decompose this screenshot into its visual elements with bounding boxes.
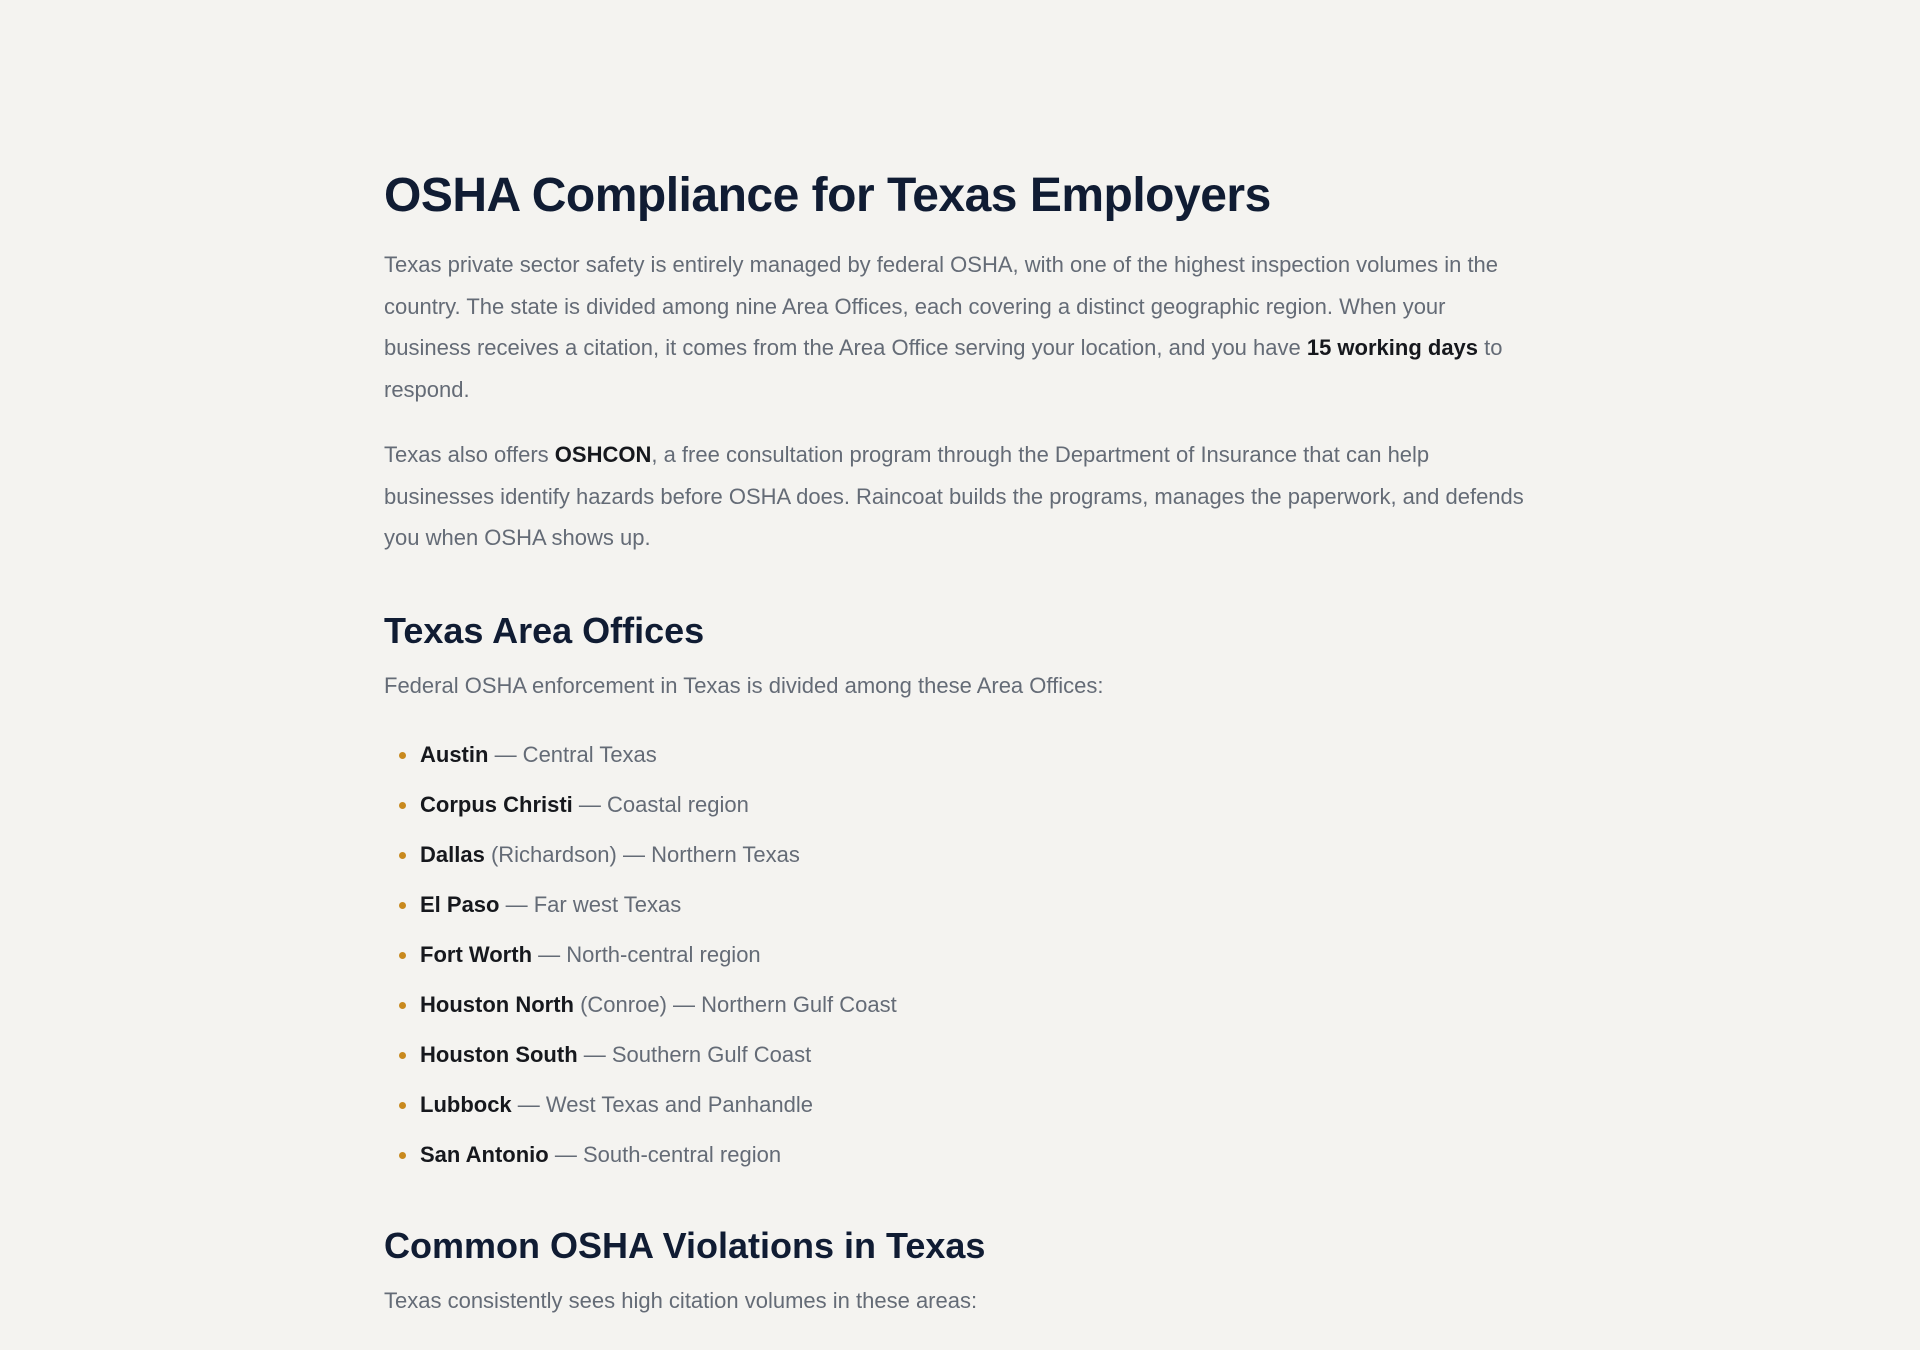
response-deadline: 15 working days [1306, 335, 1479, 360]
office-name: Austin [420, 742, 489, 767]
oshcon-program-name: OSHCON [554, 442, 652, 467]
list-item [384, 1080, 1534, 1130]
office-name: Houston North [420, 992, 574, 1017]
bullet-icon [399, 852, 406, 859]
bullet-icon [399, 1002, 406, 1009]
article-content [384, 160, 1534, 1322]
office-region: (Richardson) — Northern Texas [484, 842, 800, 867]
bullet-icon [399, 752, 406, 759]
list-item [384, 1030, 1534, 1080]
bullet-icon [399, 1152, 406, 1159]
bullet-icon [399, 1102, 406, 1109]
office-region: — North-central region [532, 942, 761, 967]
office-name: El Paso [420, 892, 500, 917]
office-name: Dallas [420, 842, 485, 867]
list-item [384, 880, 1534, 930]
list-item [384, 980, 1534, 1030]
intro-paragraph-2-text-b: , a free consultation program through the Department of Insurance that can help businesses identify hazards before OSHA does. Raincoat builds the programs, manages the paperwork, and defends you when OSHA shows up. [384, 442, 1524, 550]
intro-paragraph-2-text-a: Texas also offers [384, 442, 555, 467]
violations-intro: Texas consistently sees high citation volumes in these areas: [384, 1288, 978, 1313]
list-item [384, 830, 1534, 880]
office-region: (Conroe) — Northern Gulf Coast [573, 992, 897, 1017]
area-offices-heading: Texas Area Offices [384, 609, 705, 651]
list-item [384, 930, 1534, 980]
violations-heading: Common OSHA Violations in Texas [384, 1225, 986, 1266]
office-name: Fort Worth [420, 942, 533, 967]
list-item [384, 730, 1534, 780]
bullet-icon [399, 802, 406, 809]
office-region: — South-central region [548, 1142, 782, 1167]
bullet-icon [399, 1052, 406, 1059]
office-name: Corpus Christi [420, 792, 573, 817]
intro-paragraph-1-text-b: to respond. [384, 335, 1503, 402]
office-name: San Antonio [420, 1142, 549, 1167]
office-name: Lubbock [420, 1092, 512, 1117]
intro-paragraph-1 [384, 244, 1534, 410]
bullet-icon [399, 952, 406, 959]
list-item [384, 1130, 1534, 1180]
list-item [384, 780, 1534, 830]
intro-paragraph-2 [384, 434, 1534, 559]
intro-paragraph-1-text-a: Texas private sector safety is entirely managed by federal OSHA, with one of the highest inspection volumes in the country. The state is divided among nine Area Offices, each covering a distinct geographic region. When your business receives a citation, it comes from the Area Office serving your location, and you have [384, 252, 1499, 360]
office-region: — West Texas and Panhandle [511, 1092, 813, 1117]
area-offices-list [384, 730, 1534, 1180]
page-title: OSHA Compliance for Texas Employers [384, 169, 1271, 222]
office-name: Houston South [420, 1042, 578, 1067]
office-region: — Coastal region [572, 792, 749, 817]
office-region: — Central Texas [488, 742, 657, 767]
office-region: — Southern Gulf Coast [577, 1042, 812, 1067]
area-offices-intro: Federal OSHA enforcement in Texas is divided among these Area Offices: [384, 672, 1104, 698]
office-region: — Far west Texas [499, 892, 682, 917]
bullet-icon [399, 902, 406, 909]
